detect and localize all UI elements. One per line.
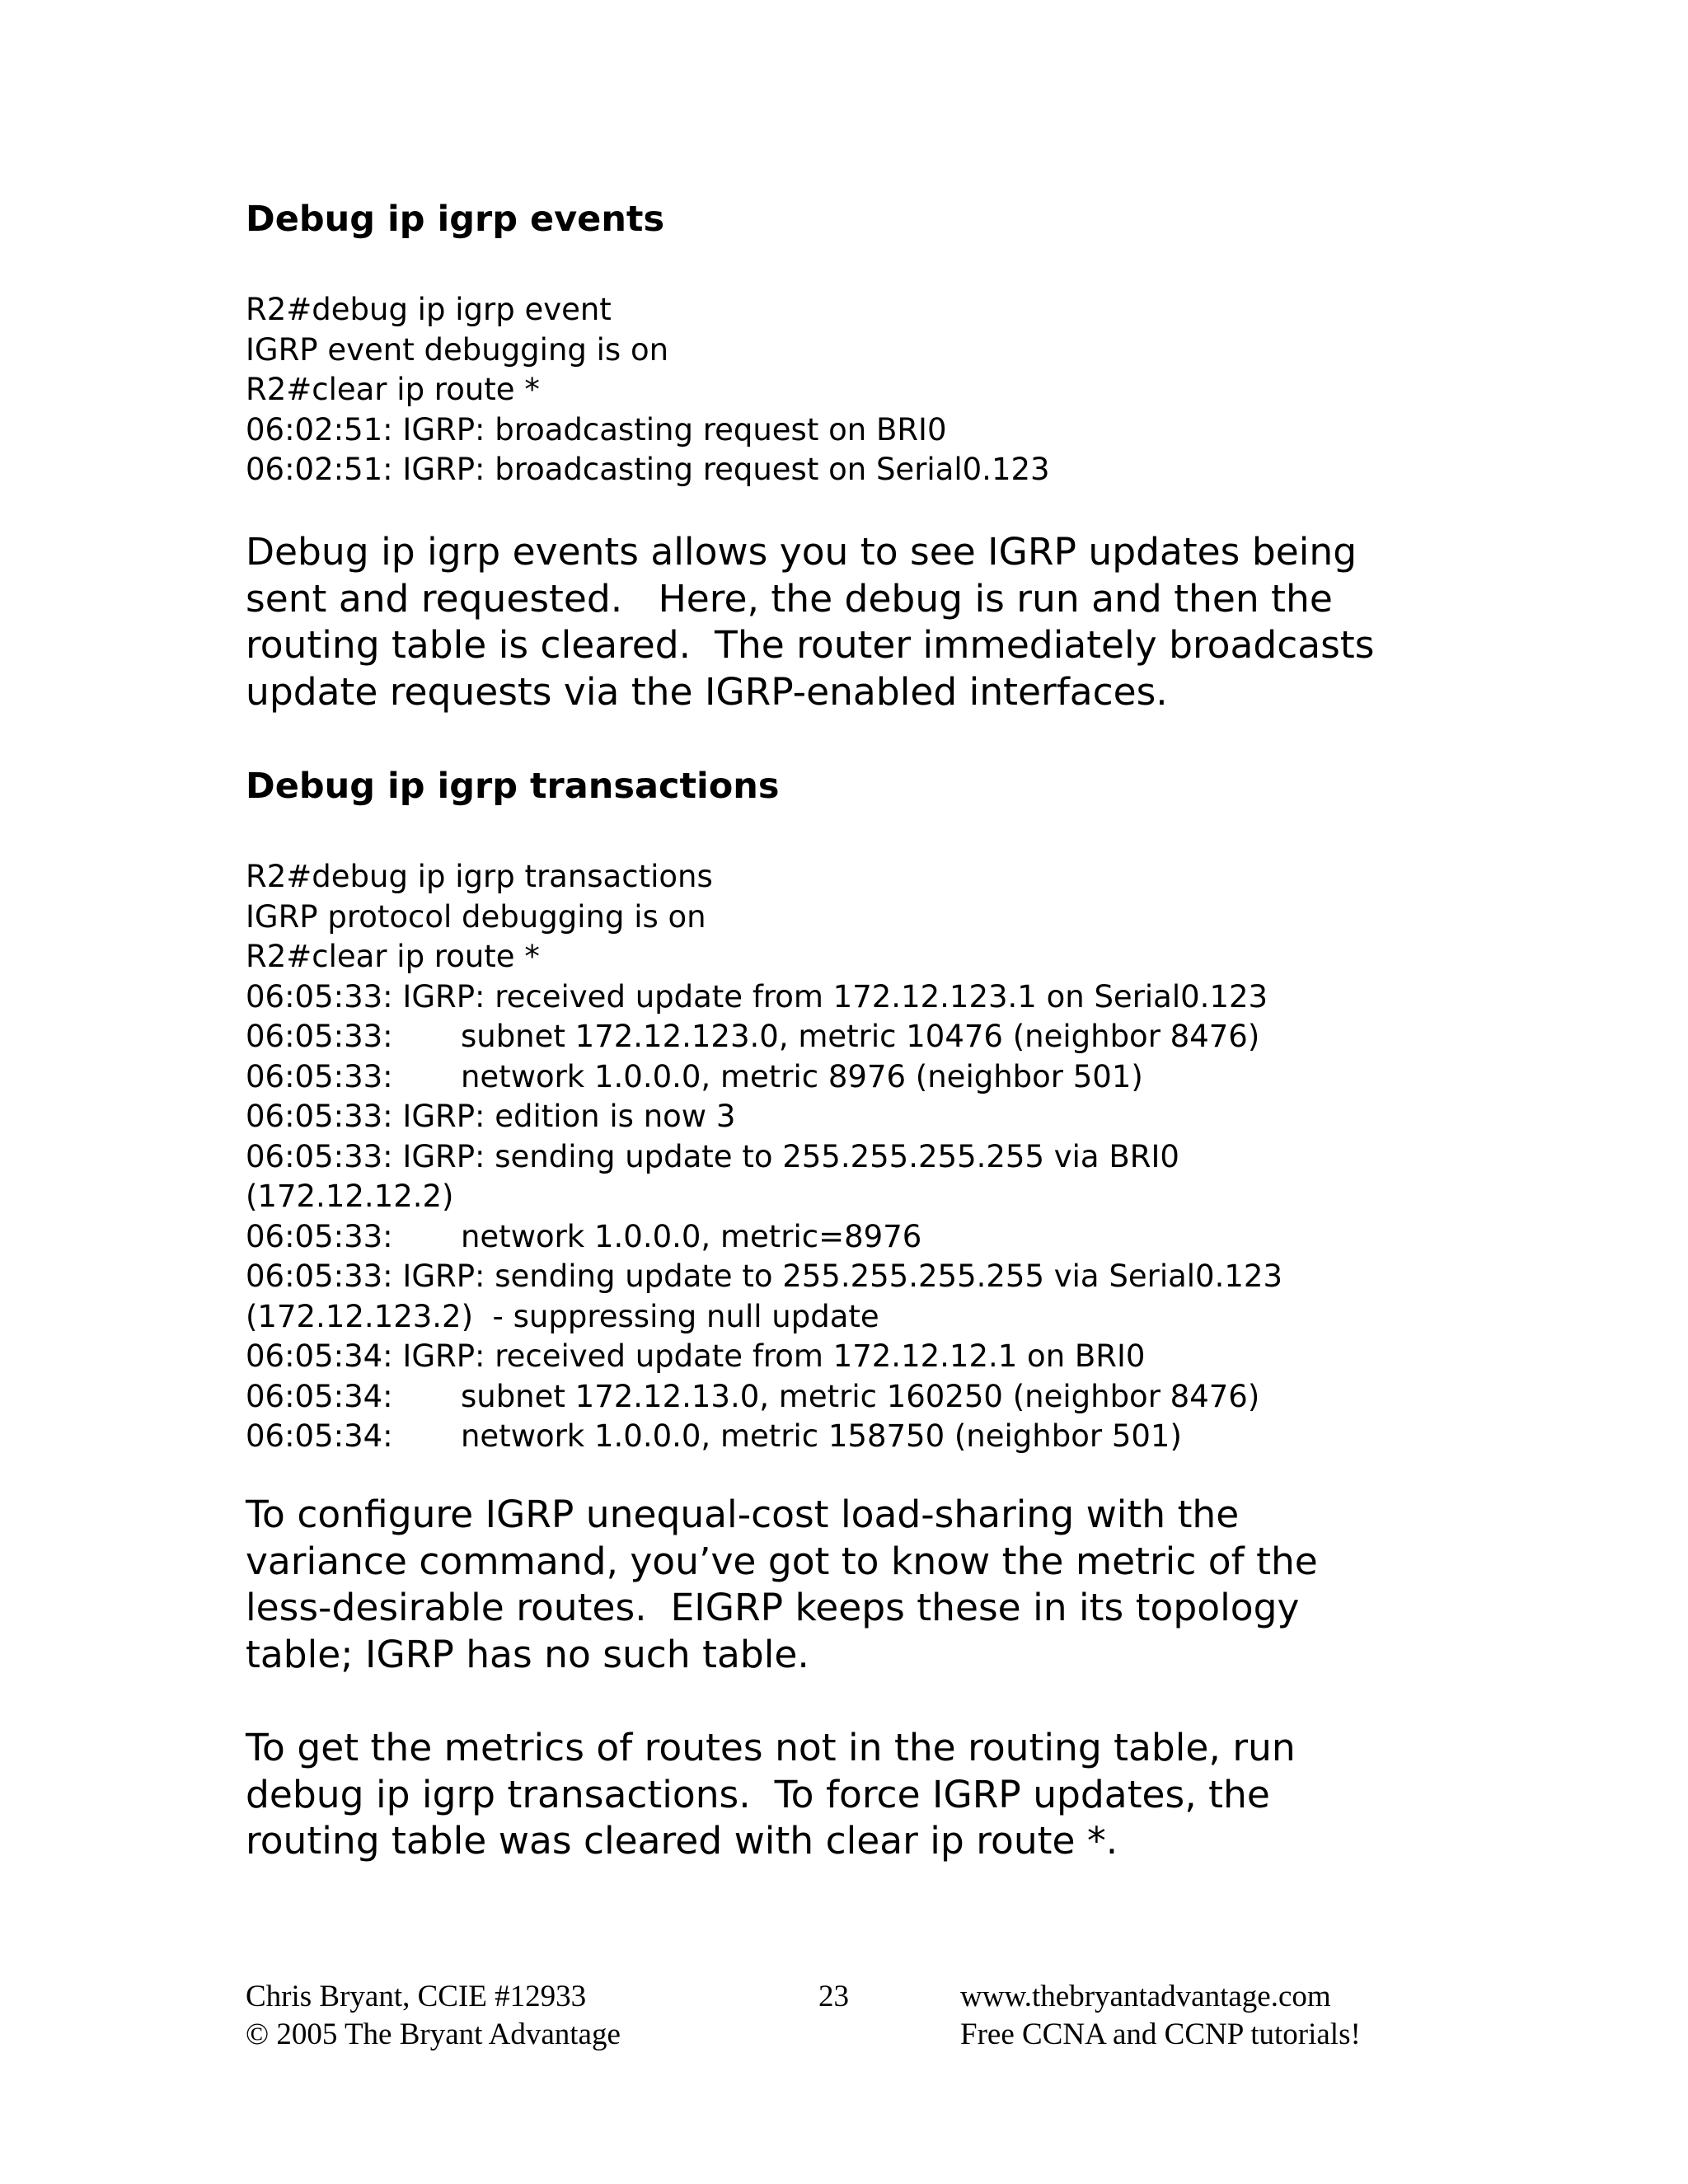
code-line: 06:05:33: subnet 172.12.123.0, metric 10476 (neighbor 8476) (246, 1019, 1260, 1054)
code-line: R2#debug ip igrp event (246, 292, 612, 327)
paragraph-line: sent and requested. Here, the debug is run and then the (246, 576, 1333, 621)
section-heading-transactions: Debug ip igrp transactions (246, 766, 780, 807)
code-line: (172.12.123.2) - suppressing null update (246, 1298, 879, 1334)
paragraph-line: less-desirable routes. EIGRP keeps these in its topology (246, 1586, 1300, 1629)
paragraph-line: update requests via the IGRP-enabled interfaces. (246, 669, 1168, 714)
code-line: 06:05:33: network 1.0.0.0, metric=8976 (246, 1218, 922, 1254)
paragraph-line: Debug ip igrp events allows you to see IGRP updates being (246, 530, 1357, 574)
footer-center (818, 1978, 849, 2016)
footer-copyright: © 2005 The Bryant Advantage (246, 2018, 621, 2051)
code-line: 06:05:33: IGRP: sending update to 255.255.255.255 via Serial0.123 (246, 1258, 1282, 1294)
code-line: 06:05:33: IGRP: received update from 172.12.123.1 on Serial0.123 (246, 978, 1268, 1015)
code-line: R2#debug ip igrp transactions (246, 859, 713, 894)
code-block-events (246, 290, 1050, 490)
code-line: 06:02:51: IGRP: broadcasting request on BRI0 (246, 411, 947, 448)
footer-left (246, 1978, 621, 2054)
footer-tagline: Free CCNA and CCNP tutorials! (960, 2018, 1361, 2051)
paragraph-line: debug ip igrp transactions. To force IGRP updates, the (246, 1772, 1270, 1816)
footer-website: www.thebryantadvantage.com (960, 1980, 1331, 2013)
footer-author: Chris Bryant, CCIE #12933 (246, 1980, 587, 2013)
code-line: (172.12.12.2) (246, 1179, 454, 1214)
code-line: 06:05:33: IGRP: edition is now 3 (246, 1099, 736, 1134)
code-line: 06:05:34: IGRP: received update from 172.12.12.1 on BRI0 (246, 1338, 1146, 1374)
code-line: 06:02:51: IGRP: broadcasting request on Serial0.123 (246, 452, 1050, 487)
paragraph-line: To configure IGRP unequal-cost load-sharing with the (246, 1493, 1240, 1536)
paragraph-events-explanation (246, 529, 1449, 715)
code-block-transactions (246, 857, 1282, 1457)
paragraph-metrics (246, 1725, 1449, 1865)
paragraph-variance (246, 1492, 1449, 1678)
footer-right (960, 1978, 1361, 2054)
code-line: IGRP event debugging is on (246, 331, 669, 368)
paragraph-line: table; IGRP has no such table. (246, 1632, 809, 1676)
code-line: 06:05:33: IGRP: sending update to 255.255.255.255 via BRI0 (246, 1138, 1179, 1174)
paragraph-line: routing table is cleared. The router immediately broadcasts (246, 623, 1375, 667)
paragraph-line: variance command, you’ve got to know the metric of the (246, 1539, 1318, 1583)
paragraph-line: To get the metrics of routes not in the routing table, run (246, 1726, 1296, 1769)
code-line: 06:05:33: network 1.0.0.0, metric 8976 (neighbor 501) (246, 1058, 1143, 1094)
code-line: 06:05:34: subnet 172.12.13.0, metric 160250 (neighbor 8476) (246, 1378, 1260, 1414)
code-line: R2#clear ip route * (246, 372, 540, 407)
section-heading-events: Debug ip igrp events (246, 199, 665, 240)
code-line: 06:05:34: network 1.0.0.0, metric 158750 (neighbor 501) (246, 1418, 1182, 1454)
paragraph-line: routing table was cleared with clear ip route *. (246, 1819, 1118, 1863)
page-number: 23 (818, 1980, 849, 2013)
code-line: IGRP protocol debugging is on (246, 898, 706, 935)
code-line: R2#clear ip route * (246, 939, 540, 974)
